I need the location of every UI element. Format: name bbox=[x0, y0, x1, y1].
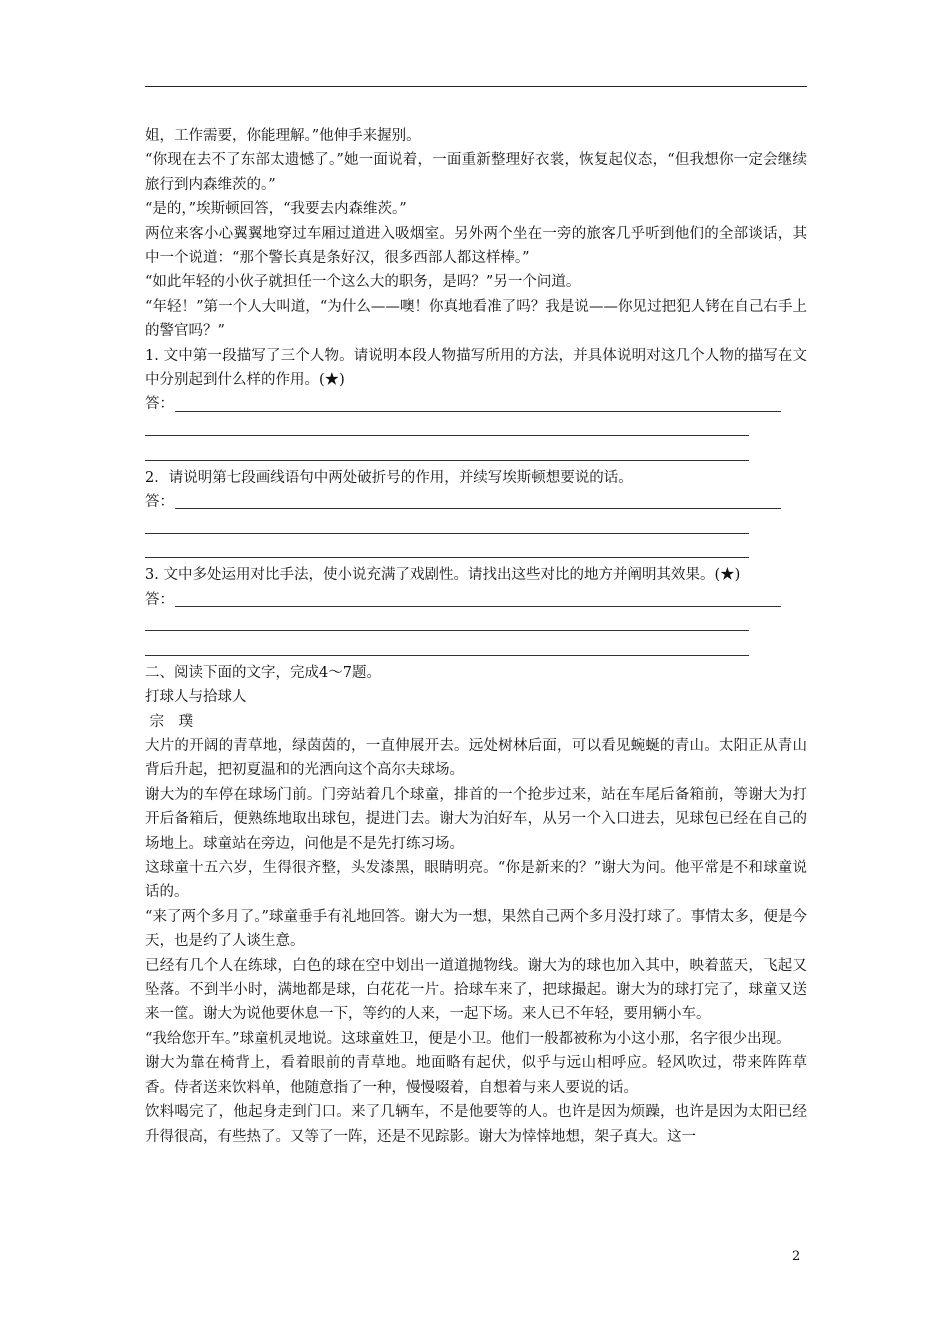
answer-line bbox=[145, 539, 807, 563]
section-heading: 二、阅读下面的文字，完成4～7题。 bbox=[145, 664, 381, 681]
answer-line bbox=[145, 588, 807, 612]
answer-line bbox=[145, 441, 807, 465]
answer-label: 答： bbox=[145, 396, 174, 413]
answer-line bbox=[145, 490, 807, 514]
answer-rule bbox=[145, 460, 749, 461]
question-3: 3. 文中多处运用对比手法，使小说充满了戏剧性。请找出这些对比的地方并阐明其效果。(★) bbox=[145, 567, 741, 584]
answer-label: 答： bbox=[145, 494, 174, 511]
answer-line bbox=[145, 417, 807, 441]
question-2: 2．请说明第七段画线语句中两处破折号的作用，并续写埃斯顿想要说的话。 bbox=[145, 469, 633, 486]
story-paragraph: “你现在去不了东部太遗憾了。”她一面说着，一面重新整理好衣裳，恢复起仪态，“但我想你一定会继续旅行到内森维茨的。” bbox=[145, 152, 807, 193]
answer-rule bbox=[175, 411, 781, 412]
story-paragraph: 姐，工作需要，你能理解。”他伸手来握别。 bbox=[145, 128, 421, 144]
answer-line bbox=[145, 612, 807, 636]
story-paragraph: “来了两个多月了。”球童垂手有礼地回答。谢大为一想，果然自己两个多月没打球了。事情太多，便是今天，也是约了人谈生意。 bbox=[145, 908, 807, 950]
answer-label: 答： bbox=[145, 591, 174, 608]
story-paragraph: 两位来客小心翼翼地穿过车厢过道进入吸烟室。另外两个坐在一旁的旅客几乎听到他们的全部谈话，其中一个说道：“那个警长真是条好汉，很多西部人都这样棒。” bbox=[145, 225, 807, 267]
story-paragraph: 大片的开阔的青草地，绿茵茵的，一直伸展开去。远处树林后面，可以看见蜿蜒的青山。太阳正从青山背后升起，把初夏温和的光洒向这个高尔夫球场。 bbox=[145, 738, 807, 779]
answer-line bbox=[145, 636, 807, 660]
story-author: 宗 璞 bbox=[145, 713, 194, 730]
story-paragraph: “如此年轻的小伙子就担任一个这么大的职务，是吗？”另一个问道。 bbox=[145, 274, 581, 291]
answer-rule bbox=[145, 533, 749, 534]
header-rule bbox=[145, 86, 807, 87]
answer-line bbox=[145, 514, 807, 538]
page-content bbox=[145, 124, 807, 1149]
answer-rule bbox=[175, 606, 781, 607]
story-paragraph: “年轻！”第一个人大叫道，“为什么——噢！你真地看准了吗？我是说——你见过把犯人铐在自己右手上的警官吗？” bbox=[145, 298, 807, 340]
story-paragraph: “是的，”埃斯顿回答，“我要去内森维茨。” bbox=[145, 201, 407, 218]
answer-rule bbox=[145, 435, 749, 436]
story-paragraph: 这球童十五六岁，生得很齐整，头发漆黑，眼睛明亮。“你是新来的？”谢大为问。他平常是不和球童说话的。 bbox=[145, 860, 807, 901]
answer-rule bbox=[145, 557, 749, 558]
answer-rule bbox=[175, 508, 781, 509]
story-paragraph: 已经有几个人在练球，白色的球在空中划出一道道抛物线。谢大为的球也加入其中，映着蓝天，飞起又坠落。不到半小时，满地都是球，白花花一片。拾球车来了，把球撮起。谢大为的球打完了，球童又送来一筐。谢大为说他要休息一下，等约的人来，一起下场。来人已不年轻，要用辆小车。 bbox=[145, 957, 807, 1023]
story-paragraph: 谢大为的车停在球场门前。门旁站着几个球童，排首的一个抢步过来，站在车尾后备箱前，等谢大为打开后备箱后，便熟练地取出球包，提进门去。谢大为泊好车，从另一个入口进去，见球包已经在自己的场地上。球童站在旁边，问他是不是先打练习场。 bbox=[145, 786, 807, 852]
story-paragraph: 饮料喝完了，他起身走到门口。来了几辆车，不是他要等的人。也许是因为烦躁，也许是因为太阳已经升得很高，有些热了。又等了一阵，还是不见踪影。谢大为悻悻地想，架子真大。这一 bbox=[145, 1104, 807, 1145]
page-number: 2 bbox=[792, 1249, 801, 1264]
question-1: 1. 文中第一段描写了三个人物。请说明本段人物描写所用的方法，并具体说明对这几个人物的描写在文中分别起到什么样的作用。(★) bbox=[145, 347, 807, 389]
answer-rule bbox=[145, 655, 749, 656]
answer-rule bbox=[145, 630, 749, 631]
story-paragraph: “我给您开车。”球童机灵地说。这球童姓卫，便是小卫。他们一般都被称为小这小那，名字很少出现。 bbox=[145, 1030, 791, 1047]
answer-line bbox=[145, 392, 807, 416]
story-title: 打球人与拾球人 bbox=[145, 689, 247, 706]
story-paragraph: 谢大为靠在椅背上，看着眼前的青草地。地面略有起伏，似乎与远山相呼应。轻风吹过，带来阵阵草香。侍者送来饮料单，他随意指了一种，慢慢啜着，自想着与来人要说的话。 bbox=[145, 1055, 807, 1096]
